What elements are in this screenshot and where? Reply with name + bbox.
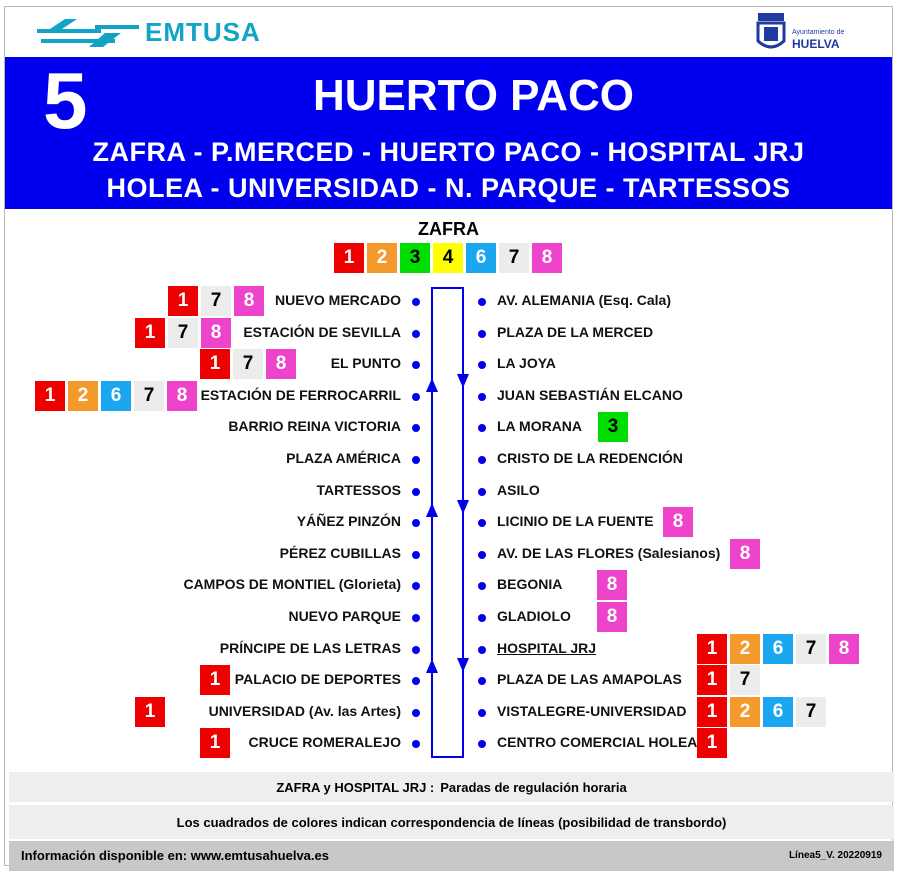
line-7-badge: 7 xyxy=(730,665,760,695)
stop-left-2: EL PUNTO xyxy=(330,355,401,372)
line-7-badge: 7 xyxy=(233,349,263,379)
regulation-text: Paradas de regulación horaria xyxy=(440,779,627,795)
stop-right-0: AV. ALEMANIA (Esq. Cala) xyxy=(497,292,671,308)
huelva-coat-of-arms-icon xyxy=(754,11,788,53)
stop-dot xyxy=(478,456,486,464)
stop-left-5: PLAZA AMÉRICA xyxy=(286,450,401,466)
stop-dot xyxy=(478,551,486,559)
stop-right-4: LA MORANA xyxy=(497,418,583,435)
stop-dot xyxy=(478,614,486,622)
line-4-badge: 4 xyxy=(433,243,463,273)
stop-right-2: LA JOYA xyxy=(497,355,556,372)
stop-dot xyxy=(412,456,420,464)
stop-dot xyxy=(478,298,486,306)
stop-right-7: LICINIO DE LA FUENTE xyxy=(497,513,654,530)
line-6-badge: 6 xyxy=(763,697,793,727)
line-1-badge: 1 xyxy=(168,286,198,316)
line-1-badge: 1 xyxy=(200,728,230,758)
legend-note xyxy=(9,805,894,839)
stop-right-14: CENTRO COMERCIAL HOLEA xyxy=(497,734,698,751)
line-7-badge: 7 xyxy=(134,381,164,411)
stop-left-12: PALACIO DE DEPORTES xyxy=(234,671,401,688)
stop-left-1: ESTACIÓN DE SEVILLA xyxy=(243,323,401,340)
line-8-badge: 8 xyxy=(234,286,264,316)
stop-right-9: BEGONIA xyxy=(497,576,563,593)
line-2-badge: 2 xyxy=(730,634,760,664)
line-7-badge: 7 xyxy=(168,318,198,348)
line-1-badge: 1 xyxy=(697,665,727,695)
stop-right-6: ASILO xyxy=(497,481,540,498)
stop-right-12: PLAZA DE LAS AMAPOLAS xyxy=(497,671,682,688)
line-1-badge: 1 xyxy=(697,697,727,727)
top-bar xyxy=(5,7,892,57)
line-7-badge: 7 xyxy=(201,286,231,316)
stop-dot xyxy=(478,330,486,338)
line-8-badge: 8 xyxy=(167,381,197,411)
city-name: HUELVA xyxy=(792,37,840,51)
stop-dot xyxy=(478,646,486,654)
stop-left-8: PÉREZ CUBILLAS xyxy=(279,544,401,561)
origin-stop-name: ZAFRA xyxy=(418,219,479,239)
line-6-badge: 6 xyxy=(101,381,131,411)
line-8-badge: 8 xyxy=(201,318,231,348)
stop-left-0: NUEVO MERCADO xyxy=(274,292,401,308)
version-label: Línea5_V. 20220919 xyxy=(788,850,882,861)
line-3-badge: 3 xyxy=(598,412,628,442)
stop-left-4: BARRIO REINA VICTORIA xyxy=(228,418,401,435)
line-1-badge: 1 xyxy=(135,318,165,348)
stop-dot xyxy=(412,298,420,306)
stop-left-10: NUEVO PARQUE xyxy=(288,608,401,624)
info-link[interactable]: Información disponible en: www.emtusahuelva.es xyxy=(21,848,329,863)
stop-left-13: UNIVERSIDAD (Av. las Artes) xyxy=(208,702,401,719)
stop-dot xyxy=(412,646,420,654)
stop-dot xyxy=(412,709,420,717)
regulation-stops: ZAFRA y HOSPITAL JRJ : xyxy=(276,779,435,795)
stop-dot xyxy=(478,393,486,401)
stop-dot xyxy=(412,330,420,338)
stop-left-3: ESTACIÓN DE FERROCARRIL xyxy=(200,386,401,403)
emtusa-arrows-icon xyxy=(35,15,145,49)
stop-dot xyxy=(478,709,486,717)
stop-right-3: JUAN SEBASTIÁN ELCANO xyxy=(497,386,683,403)
regulation-note xyxy=(9,772,894,802)
emtusa-brand: EMTUSA xyxy=(145,17,261,47)
line-number: 5 xyxy=(43,56,88,145)
line-6-badge: 6 xyxy=(763,634,793,664)
route-description-2: HOLEA - UNIVERSIDAD - N. PARQUE - TARTESSOS xyxy=(106,173,791,203)
stop-dot xyxy=(412,551,420,559)
line-1-badge: 1 xyxy=(697,634,727,664)
line-1-badge: 1 xyxy=(200,665,230,695)
city-hall-label: Ayuntamiento de xyxy=(792,29,845,36)
stop-left-7: YÁÑEZ PINZÓN xyxy=(296,513,401,530)
line-1-badge: 1 xyxy=(200,349,230,379)
line-7-badge: 7 xyxy=(796,634,826,664)
line-8-badge: 8 xyxy=(266,349,296,379)
stop-right-1: PLAZA DE LA MERCED xyxy=(497,323,654,340)
line-8-badge: 8 xyxy=(597,602,627,632)
stop-right-10: GLADIOLO xyxy=(497,608,571,624)
line-3-badge: 3 xyxy=(400,243,430,273)
line-8-badge: 8 xyxy=(663,507,693,537)
stop-dot xyxy=(412,393,420,401)
line-2-badge: 2 xyxy=(68,381,98,411)
line-8-badge: 8 xyxy=(829,634,859,664)
stop-right-8: AV. DE LAS FLORES (Salesianos) xyxy=(497,544,721,561)
line-8-badge: 8 xyxy=(730,539,760,569)
legend-text: Los cuadrados de colores indican correspondencia de líneas (posibilidad de transbordo) xyxy=(176,814,727,830)
line-1-badge: 1 xyxy=(697,728,727,758)
line-7-badge: 7 xyxy=(796,697,826,727)
stop-dot xyxy=(412,488,420,496)
info-bar xyxy=(9,841,894,871)
line-1-badge: 1 xyxy=(135,697,165,727)
line-7-badge: 7 xyxy=(499,243,529,273)
huelva-logo xyxy=(754,11,864,55)
line-8-badge: 8 xyxy=(532,243,562,273)
emtusa-logo xyxy=(35,15,305,49)
line-2-badge: 2 xyxy=(367,243,397,273)
stop-dot xyxy=(478,488,486,496)
stop-dot xyxy=(412,614,420,622)
route-description-1: ZAFRA - P.MERCED - HUERTO PACO - HOSPITAL JRJ xyxy=(92,137,805,167)
line-1-badge: 1 xyxy=(334,243,364,273)
line-6-badge: 6 xyxy=(466,243,496,273)
stop-right-11: HOSPITAL JRJ xyxy=(497,639,597,656)
line-1-badge: 1 xyxy=(35,381,65,411)
stop-left-14: CRUCE ROMERALEJO xyxy=(248,734,401,751)
stop-left-11: PRÍNCIPE DE LAS LETRAS xyxy=(219,639,401,656)
stop-left-9: CAMPOS DE MONTIEL (Glorieta) xyxy=(183,576,401,593)
line-title: HUERTO PACO xyxy=(312,71,635,120)
poster-frame xyxy=(4,6,893,866)
line-8-badge: 8 xyxy=(597,570,627,600)
stop-right-13: VISTALEGRE-UNIVERSIDAD xyxy=(497,702,687,719)
stop-right-5: CRISTO DE LA REDENCIÓN xyxy=(497,450,683,466)
line-header-band xyxy=(5,57,892,209)
stop-left-6: TARTESSOS xyxy=(316,481,401,498)
line-2-badge: 2 xyxy=(730,697,760,727)
